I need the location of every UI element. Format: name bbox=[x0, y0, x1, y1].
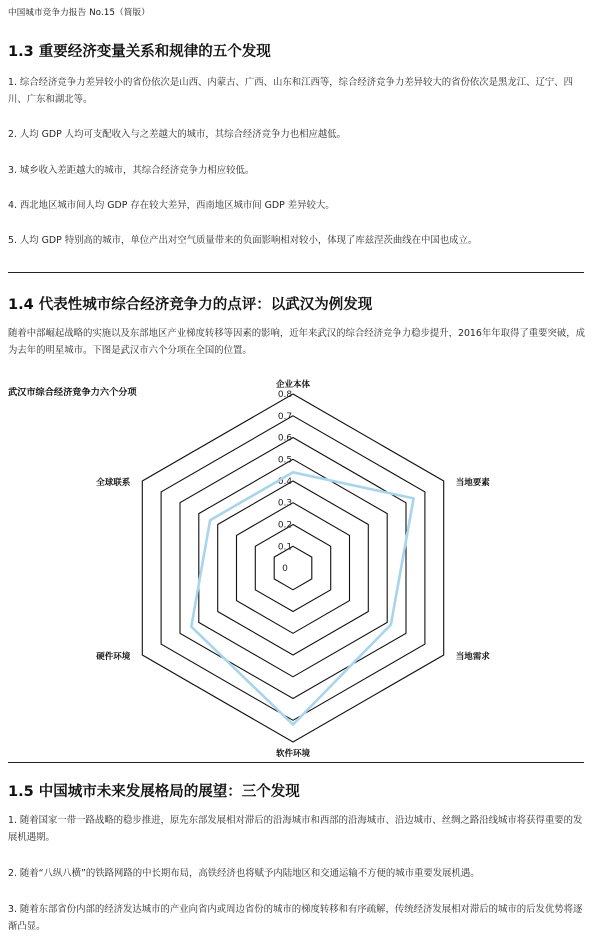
section-title-1-5: 1.5 中国城市未来发展格局的展望：三个发现 bbox=[8, 784, 300, 800]
radar-axis-label: 企业本体 bbox=[275, 380, 311, 390]
finding-1-3-item-2: 2. 人均 GDP 人均可支配收入与之差越大的城市，其综合经济竞争力也相应越低。 bbox=[8, 129, 347, 140]
radar-tick-labels bbox=[278, 390, 293, 574]
chart-title: 武汉市综合经济竞争力六个分项 bbox=[8, 387, 137, 398]
finding-1-3-item-1: 1. 综合经济竞争力差异较小的省份依次是山西、内蒙古、广西、山东和江西等，综合经济竞争力差异较大的省份依次是黑龙江、辽宁、四川、广东和湖北等。 bbox=[8, 77, 574, 105]
radar-axis-label: 全球联系 bbox=[96, 478, 131, 488]
finding-1-5-item-1: 1. 随着国家一带一路战略的稳步推进，原先东部发展相对滞后的沿海城市和西部的沿海城市、沿边城市、丝绸之路沿线城市将获得重要的发展机遇期。 bbox=[8, 815, 583, 843]
radar-grid bbox=[142, 394, 443, 742]
radar-grid-ring bbox=[237, 503, 350, 634]
radar-grid-ring bbox=[255, 525, 330, 612]
radar-tick-label: 0 bbox=[282, 564, 288, 574]
radar-axis-labels bbox=[95, 379, 490, 759]
radar-tick-label: 0.6 bbox=[277, 433, 293, 444]
radar-grid-ring bbox=[180, 438, 406, 699]
radar-tick-label: 0.5 bbox=[277, 455, 293, 466]
radar-axis-label: 当地需求 bbox=[455, 652, 490, 662]
section-1-4-intro: 随着中部崛起战略的实施以及东部地区产业梯度转移等因素的影响，近年来武汉的综合经济竞争力稳步提升，2016年年取得了重要突破，成为去年的明星城市。下图是武汉市六个分项在全国的位置。 bbox=[8, 328, 585, 356]
radar-grid-ring bbox=[218, 481, 369, 655]
running-header: 中国城市竞争力报告 No.15（简版） bbox=[8, 8, 150, 18]
radar-tick-label: 0.8 bbox=[277, 390, 293, 400]
radar-tick-label: 0.4 bbox=[277, 477, 293, 487]
radar-tick-label: 0.3 bbox=[277, 498, 293, 509]
radar-grid-ring bbox=[274, 546, 312, 590]
finding-1-3-item-5: 5. 人均 GDP 特别高的城市，单位产出对空气质量带来的负面影响相对较小，体现了库兹涅茨曲线在中国也成立。 bbox=[8, 235, 478, 246]
section-title-1-3: 1.3 重要经济变量关系和规律的五个发现 bbox=[8, 44, 271, 60]
finding-1-5-item-3: 3. 随着东部省份内部的经济发达城市的产业向省内或周边省份的城市的梯度转移和有序疏解，传统经济发展相对滞后的城市的后发优势将逐渐凸显。 bbox=[8, 904, 583, 932]
finding-1-5-item-2: 2. 随着“八纵八横”的铁路网路的中长期布局，高铁经济也将赋予内陆地区和交通运输不方便的城市重要发展机遇。 bbox=[8, 868, 480, 879]
radar-grid-ring bbox=[199, 459, 387, 677]
radar-tick-label: 0.1 bbox=[277, 542, 293, 553]
finding-1-3-item-4: 4. 西北地区城市间人均 GDP 存在较大差异，西南地区城市间 GDP 差异较大。 bbox=[8, 200, 335, 211]
section-title-1-4: 1.4 代表性城市综合经济竞争力的点评：以武汉为例发现 bbox=[8, 297, 373, 313]
finding-1-3-item-3: 3. 城乡收入差距越大的城市，其综合经济竞争力相应较低。 bbox=[8, 165, 255, 176]
radar-tick-label: 0.2 bbox=[277, 520, 293, 531]
radar-chart bbox=[0, 380, 596, 759]
section-divider bbox=[8, 762, 584, 763]
radar-axis-label: 当地要素 bbox=[455, 478, 490, 488]
radar-tick-label: 0.7 bbox=[277, 411, 293, 422]
section-divider bbox=[8, 272, 584, 273]
radar-grid-ring bbox=[142, 394, 443, 742]
radar-axis-label: 硬件环境 bbox=[96, 652, 131, 662]
radar-axis-label: 软件环境 bbox=[275, 749, 311, 759]
